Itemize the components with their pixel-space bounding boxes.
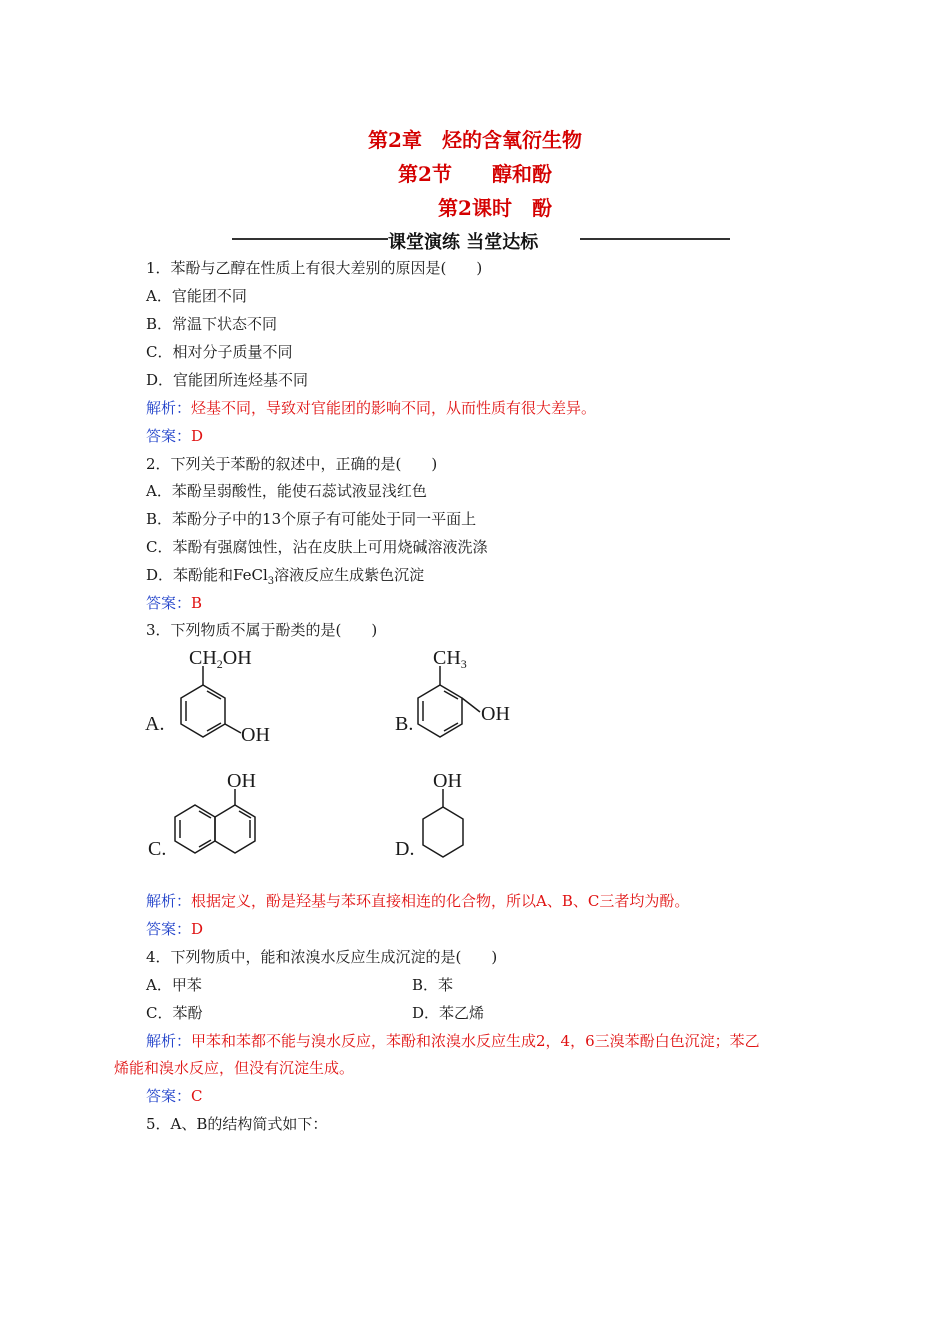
section-title: 第2节 醇和酚 bbox=[398, 162, 552, 186]
q1-option-b: B．常温下状态不同 bbox=[146, 315, 278, 333]
q5-stem: 5．A、B的结构简式如下： bbox=[146, 1115, 328, 1133]
q4-analysis-line1 bbox=[146, 1031, 760, 1051]
q1-option-a: A．官能团不同 bbox=[146, 287, 247, 305]
svg-text:CH2OH: $CH_2OH$ bbox=[189, 647, 252, 671]
answer-label: 答案： bbox=[146, 427, 192, 445]
structure-b bbox=[393, 640, 553, 750]
q4-analysis-line2: 烯能和溴水反应，但没有沉淀生成。 bbox=[114, 1059, 355, 1077]
svg-text:OH: OH bbox=[241, 724, 270, 746]
heading-rule-left bbox=[232, 238, 388, 240]
q2-option-b: B．苯酚分子中的13个原子有可能处于同一平面上 bbox=[146, 510, 477, 528]
answer-label: 答案： bbox=[146, 1087, 192, 1105]
q2-option-a: A．苯酚呈弱酸性，能使石蕊试液显浅红色 bbox=[146, 482, 427, 500]
svg-text:OH: OH bbox=[481, 703, 510, 725]
q2-option-c: C．苯酚有强腐蚀性，沾在皮肤上可用烧碱溶液洗涤 bbox=[146, 538, 488, 556]
heading-rule-right bbox=[580, 238, 730, 240]
answer-label: 答案： bbox=[146, 594, 192, 612]
q2-option-d: D．苯酚能和FeCl$_3$溶液反应生成紫色沉淀 bbox=[146, 566, 425, 587]
structure-a bbox=[145, 640, 305, 750]
structure-d bbox=[393, 765, 513, 875]
analysis-label: 解析： bbox=[146, 892, 192, 910]
answer-value: D bbox=[191, 427, 204, 445]
chapter-title: 第2章 烃的含氧衍生物 bbox=[368, 128, 582, 152]
analysis-text: 烃基不同，导致对官能团的影响不同，从而性质有很大差异。 bbox=[191, 399, 597, 417]
answer-value: D bbox=[191, 920, 204, 938]
analysis-label: 解析： bbox=[146, 1032, 192, 1050]
label-a: A. bbox=[145, 713, 165, 735]
q1-option-d: D．官能团所连烃基不同 bbox=[146, 371, 309, 389]
q1-option-c: C．相对分子质量不同 bbox=[146, 343, 293, 361]
q1-stem: 1．苯酚与乙醇在性质上有很大差别的原因是( ) bbox=[146, 259, 483, 277]
svg-text:OH: OH bbox=[433, 770, 462, 792]
q4-option-d: D．苯乙烯 bbox=[412, 1004, 485, 1022]
q3-analysis bbox=[146, 891, 689, 911]
lesson-title: 第2课时 酚 bbox=[438, 196, 552, 220]
q3-answer bbox=[146, 919, 203, 939]
q2-stem: 2．下列关于苯酚的叙述中，正确的是( ) bbox=[146, 455, 438, 473]
q2-answer bbox=[146, 593, 202, 613]
analysis-text: 根据定义，酚是羟基与苯环直接相连的化合物，所以A、B、C三者均为酚。 bbox=[191, 892, 690, 910]
q4-stem: 4．下列物质中，能和浓溴水反应生成沉淀的是( ) bbox=[146, 948, 498, 966]
analysis-text: 甲苯和苯都不能与溴水反应，苯酚和浓溴水反应生成2，4，6三溴苯酚白色沉淀；苯乙 bbox=[191, 1032, 760, 1050]
q3-stem: 3．下列物质不属于酚类的是( ) bbox=[146, 621, 378, 639]
q4-option-b: B．苯 bbox=[412, 976, 454, 994]
structure-c bbox=[145, 765, 285, 875]
svg-text:OH: OH bbox=[227, 770, 256, 792]
svg-text:CH3: $CH_3$ bbox=[433, 647, 467, 671]
q1-analysis bbox=[146, 398, 596, 418]
analysis-label: 解析： bbox=[146, 399, 192, 417]
label-b: B. bbox=[395, 713, 414, 735]
label-c: C. bbox=[148, 838, 167, 860]
answer-value: C bbox=[191, 1087, 203, 1105]
answer-value: B bbox=[191, 594, 203, 612]
section-heading: 课堂演练 当堂达标 bbox=[388, 232, 539, 253]
q4-answer bbox=[146, 1086, 203, 1106]
q4-option-c: C．苯酚 bbox=[146, 1004, 203, 1022]
answer-label: 答案： bbox=[146, 920, 192, 938]
q1-answer bbox=[146, 426, 203, 446]
label-d: D. bbox=[395, 838, 415, 860]
q4-option-a: A．甲苯 bbox=[146, 976, 202, 994]
